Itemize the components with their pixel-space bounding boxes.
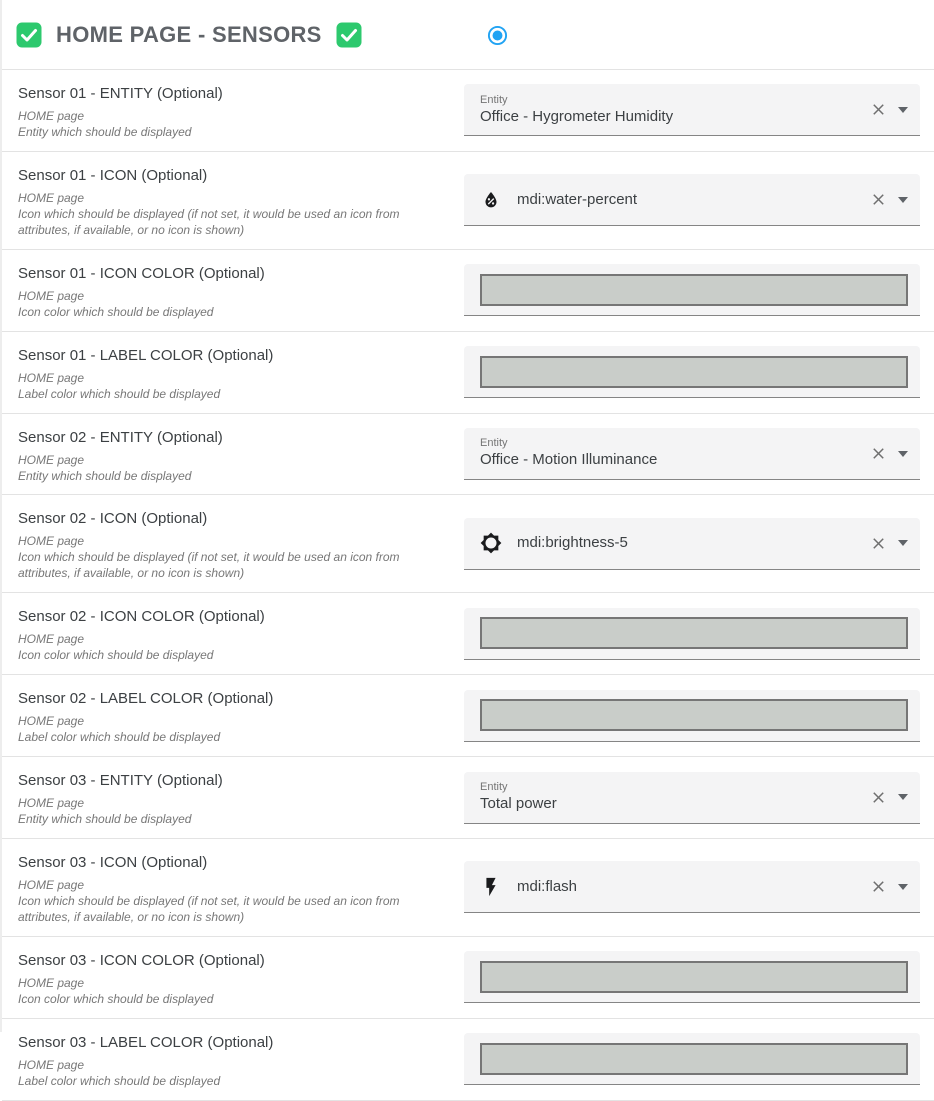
checked-checkbox-icon — [16, 22, 42, 48]
color-input[interactable] — [480, 356, 908, 388]
row-description-block — [18, 849, 464, 926]
chevron-down-icon[interactable] — [898, 451, 908, 457]
color-input-field[interactable] — [464, 690, 920, 742]
brightness-5-icon — [480, 532, 502, 554]
config-row — [2, 839, 934, 937]
entity-select[interactable] — [464, 84, 920, 136]
row-control — [464, 951, 920, 1003]
row-description-block — [18, 767, 464, 828]
config-row — [2, 675, 934, 757]
field-label: Entity — [480, 780, 508, 793]
row-subtitle: HOME page — [18, 878, 85, 893]
row-control — [464, 1033, 920, 1085]
field-label: Entity — [480, 93, 508, 106]
row-description: Entity which should be displayed — [18, 468, 192, 483]
row-title: Sensor 01 - ICON COLOR (Optional) — [18, 264, 265, 282]
entity-select-text — [480, 438, 862, 469]
row-subtitle: HOME page — [18, 975, 85, 990]
row-subtitle: HOME page — [18, 452, 85, 467]
clear-icon[interactable] — [870, 101, 887, 118]
row-description-block — [18, 80, 464, 141]
radio-button-selected[interactable] — [487, 25, 508, 46]
row-title: Sensor 01 - ENTITY (Optional) — [18, 85, 223, 102]
row-control — [464, 608, 920, 660]
row-title: Sensor 02 - ICON COLOR (Optional) — [18, 608, 265, 626]
entity-select[interactable] — [464, 772, 920, 824]
row-description: Icon color which should be displayed — [18, 991, 214, 1006]
row-control — [464, 861, 920, 913]
field-value: Office - Motion Illuminance — [480, 452, 658, 469]
color-input-field[interactable] — [464, 608, 920, 660]
row-control — [464, 264, 920, 316]
config-row — [2, 937, 934, 1019]
entity-select-text — [480, 782, 862, 813]
icon-select[interactable] — [464, 518, 920, 570]
row-subtitle: HOME page — [18, 190, 85, 205]
row-title: Sensor 02 - ICON (Optional) — [18, 510, 208, 528]
row-description-block — [18, 162, 464, 239]
row-description-block — [18, 685, 464, 746]
color-input[interactable] — [480, 961, 908, 993]
row-subtitle: HOME page — [18, 714, 85, 729]
field-actions — [870, 789, 908, 806]
row-subtitle: HOME page — [18, 534, 85, 549]
row-description: Icon which should be displayed (if not set, it would be used an icon from attributes, if available, or no icon is shown) — [18, 550, 400, 581]
field-value: mdi:water-percent — [517, 191, 638, 208]
row-subtitle: HOME page — [18, 632, 85, 647]
chevron-down-icon[interactable] — [898, 794, 908, 800]
config-row — [2, 250, 934, 332]
entity-select-text — [480, 95, 862, 126]
color-input-field[interactable] — [464, 346, 920, 398]
row-description: Label color which should be displayed — [18, 730, 221, 745]
row-title: Sensor 01 - LABEL COLOR (Optional) — [18, 346, 274, 364]
row-description-block — [18, 505, 464, 582]
field-actions — [870, 878, 908, 895]
row-description: Label color which should be displayed — [18, 1073, 221, 1088]
header — [2, 0, 934, 70]
row-control — [464, 772, 920, 824]
config-row — [2, 152, 934, 250]
field-value: mdi:brightness-5 — [517, 535, 628, 552]
field-label: Entity — [480, 437, 508, 450]
row-control — [464, 428, 920, 480]
row-control — [464, 690, 920, 742]
row-description: Entity which should be displayed — [18, 812, 192, 827]
flash-icon — [480, 876, 502, 898]
row-description-block — [18, 260, 464, 321]
field-actions — [870, 445, 908, 462]
row-title: Sensor 03 - LABEL COLOR (Optional) — [18, 1033, 274, 1051]
icon-select[interactable] — [464, 861, 920, 913]
row-subtitle: HOME page — [18, 370, 85, 385]
water-percent-icon — [480, 189, 502, 211]
color-input[interactable] — [480, 617, 908, 649]
clear-icon[interactable] — [870, 445, 887, 462]
row-title: Sensor 03 - ICON COLOR (Optional) — [18, 951, 265, 969]
checked-checkbox-icon — [336, 22, 362, 48]
chevron-down-icon[interactable] — [898, 884, 908, 890]
color-input-field[interactable] — [464, 1033, 920, 1085]
field-actions — [870, 191, 908, 208]
entity-select[interactable] — [464, 428, 920, 480]
config-row — [2, 1019, 934, 1101]
row-description-block — [18, 947, 464, 1008]
field-actions — [870, 101, 908, 118]
color-input[interactable] — [480, 274, 908, 306]
config-row — [2, 70, 934, 152]
row-description-block — [18, 603, 464, 664]
row-title: Sensor 01 - ICON (Optional) — [18, 166, 208, 184]
row-control — [464, 518, 920, 570]
row-description: Icon color which should be displayed — [18, 648, 214, 663]
config-row — [2, 414, 934, 496]
row-control — [464, 174, 920, 226]
row-control — [464, 84, 920, 136]
chevron-down-icon[interactable] — [898, 107, 908, 113]
config-row — [2, 495, 934, 593]
field-value: mdi:flash — [517, 878, 578, 895]
config-rows — [2, 70, 934, 1101]
row-title: Sensor 02 - LABEL COLOR (Optional) — [18, 690, 274, 708]
row-description: Icon which should be displayed (if not set, it would be used an icon from attributes, if available, or no icon is shown) — [18, 894, 400, 924]
chevron-down-icon[interactable] — [898, 540, 908, 546]
row-subtitle: HOME page — [18, 796, 85, 811]
row-description: Entity which should be displayed — [18, 124, 192, 139]
config-row — [2, 593, 934, 675]
row-description-block — [18, 424, 464, 485]
field-value: Office - Hygrometer Humidity — [480, 108, 674, 125]
color-input[interactable] — [480, 1043, 908, 1075]
page-title: HOME PAGE - SENSORS — [56, 21, 322, 47]
row-description-block — [18, 342, 464, 403]
clear-icon[interactable] — [870, 789, 887, 806]
row-title: Sensor 03 - ENTITY (Optional) — [18, 772, 223, 790]
config-row — [2, 332, 934, 414]
field-value: Total power — [480, 795, 557, 812]
color-input-field[interactable] — [464, 951, 920, 1003]
row-subtitle: HOME page — [18, 109, 85, 123]
clear-icon[interactable] — [870, 191, 887, 208]
row-description-block — [18, 1029, 464, 1090]
row-subtitle: HOME page — [18, 1057, 85, 1072]
clear-icon[interactable] — [870, 535, 887, 552]
chevron-down-icon[interactable] — [898, 197, 908, 203]
color-input-field[interactable] — [464, 264, 920, 316]
row-title: Sensor 03 - ICON (Optional) — [18, 854, 208, 872]
icon-select[interactable] — [464, 174, 920, 226]
row-description: Label color which should be displayed — [18, 386, 221, 401]
field-actions — [870, 535, 908, 552]
config-row — [2, 757, 934, 839]
clear-icon[interactable] — [870, 878, 887, 895]
row-title: Sensor 02 - ENTITY (Optional) — [18, 428, 223, 446]
row-subtitle: HOME page — [18, 288, 85, 303]
row-description: Icon color which should be displayed — [18, 304, 214, 319]
color-input[interactable] — [480, 699, 908, 731]
row-control — [464, 346, 920, 398]
row-description: Icon which should be displayed (if not set, it would be used an icon from attributes, if available, or no icon is shown) — [18, 206, 400, 237]
